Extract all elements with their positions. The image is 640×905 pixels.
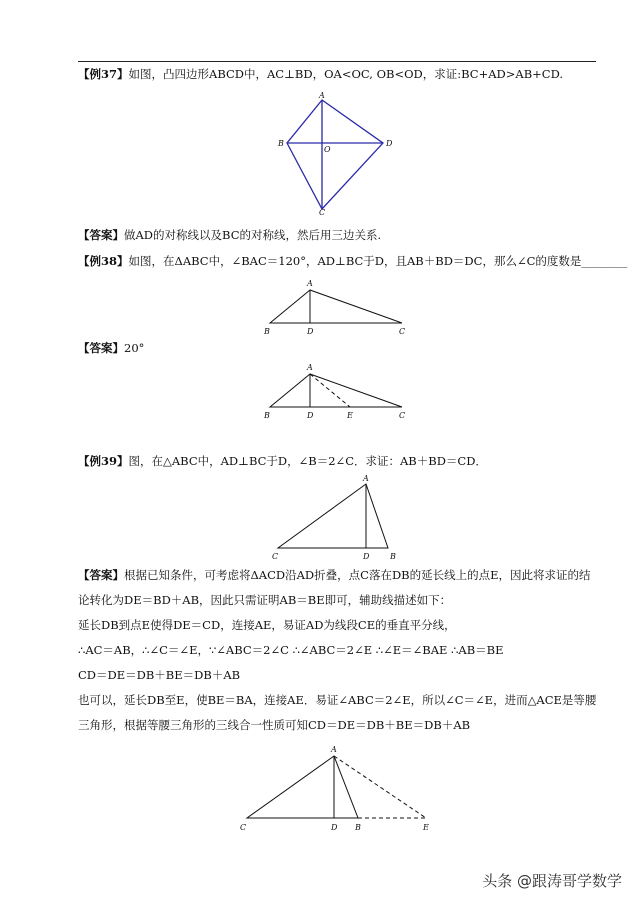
ex37-label-a: A <box>319 92 325 100</box>
ex38-f1-label-c: C <box>399 327 406 336</box>
ex39-answer-line-7: 三角形，根据等腰三角形的三线合一性质可知CD＝DE＝DB＋BE＝DB＋AB <box>78 718 471 732</box>
ex39-f1-label-a: A <box>363 474 369 483</box>
ex38-f1-label-a: A <box>307 279 313 288</box>
ex39-answer-line-2: 论转化为DE＝BD＋AB，因此只需证明AB＝BE即可，辅助线描述如下： <box>78 593 452 607</box>
ex39-answer-line-4: ∴AC＝AB，∴∠C＝∠E，∵∠ABC＝2∠C ∴∠ABC＝2∠E ∴∠E＝∠BAE ∴AB＝BE <box>78 643 504 657</box>
ex37-label-d: D <box>386 139 393 148</box>
ex39-tag: 【例39】 <box>78 454 129 468</box>
ex39-answer-line-3: 延长DB到点E使得DE＝CD，连接AE，易证AD为线段CE的垂直平分线， <box>78 618 456 632</box>
ex39-figure-2 <box>234 740 439 835</box>
ex39-text: 图，在△ABC中，AD⊥BC于D，∠B＝2∠C．求证：AB＋BD＝CD． <box>128 454 487 468</box>
triangle-abc <box>270 290 402 323</box>
ex37-tag: 【例37】 <box>78 67 129 81</box>
ex38-answer <box>78 340 144 356</box>
dashed-ae-2 <box>334 756 426 818</box>
ex38-f1-label-d: D <box>307 327 314 336</box>
ex38-f2-label-d: D <box>307 411 314 420</box>
ex38-figure-2 <box>260 360 415 422</box>
ex38-text: 如图，在ΔABC中，∠BAC＝120°，AD⊥BC于D，且AB＋BD＝DC，那么∠C的度数是________ <box>128 254 628 268</box>
ex39-f1-label-d: D <box>363 552 370 561</box>
ex39-answer-tag: 【答案】 <box>78 568 124 582</box>
ex38-f2-label-c: C <box>399 411 406 420</box>
header-rule <box>78 61 596 62</box>
ex39-f2-label-d: D <box>331 823 338 832</box>
ex38-question <box>78 253 627 269</box>
ex37-answer-text: 做AD的对称线以及BC的对称线，然后用三边关系. <box>124 228 382 242</box>
ex39-f1-label-c: C <box>272 552 279 561</box>
triangle-abc-3 <box>278 484 388 548</box>
ex38-f2-label-e: E <box>347 411 353 420</box>
ex37-label-c: C <box>319 208 326 217</box>
ex37-question <box>78 66 563 82</box>
ex39-answer-text-1: 根据已知条件，可考虑将ΔACD沿AD折叠，点C落在DB的延长线上的点E，因此将求证的结 <box>124 568 591 582</box>
triangle-abc-2 <box>270 374 402 407</box>
ex38-f2-label-b: B <box>264 411 270 420</box>
quad-abcd <box>287 100 383 209</box>
ex39-f2-label-b: B <box>355 823 361 832</box>
ex39-answer-line-6: 也可以，延长DB至E，使BE＝BA，连接AE．易证∠ABC＝2∠E，所以∠C＝∠E，进而△ACE是等腰 <box>78 693 597 707</box>
ex39-figure-1 <box>265 470 410 565</box>
ex37-text: 如图，凸四边形ABCD中，AC⊥BD，OA<OC, OB<OD，求证:BC+AD>AB+CD. <box>128 67 564 81</box>
ex38-answer-text: 20° <box>124 341 145 355</box>
ex38-answer-tag: 【答案】 <box>78 341 124 355</box>
ex38-f1-label-b: B <box>264 327 270 336</box>
ex37-figure <box>270 92 400 217</box>
dashed-ae <box>310 374 350 407</box>
ex39-question <box>78 453 487 469</box>
ex37-label-b: B <box>278 139 284 148</box>
ex39-f2-label-a: A <box>331 745 337 754</box>
ex37-label-o: O <box>324 145 331 154</box>
ex38-figure-1 <box>260 276 415 338</box>
ex39-answer-line-5: CD＝DE＝DB＋BE＝DB＋AB <box>78 668 241 682</box>
ex39-f2-label-c: C <box>240 823 247 832</box>
ex39-f1-label-b: B <box>390 552 396 561</box>
ex39-f2-label-e: E <box>423 823 429 832</box>
ex38-f2-label-a: A <box>307 363 313 372</box>
triangle-acb <box>247 756 358 818</box>
watermark: 头条 @跟涛哥学数学 <box>482 872 622 890</box>
ex39-answer-line-1 <box>78 567 591 583</box>
ex37-answer <box>78 227 381 243</box>
ex37-answer-tag: 【答案】 <box>78 228 124 242</box>
ex38-tag: 【例38】 <box>78 254 129 268</box>
